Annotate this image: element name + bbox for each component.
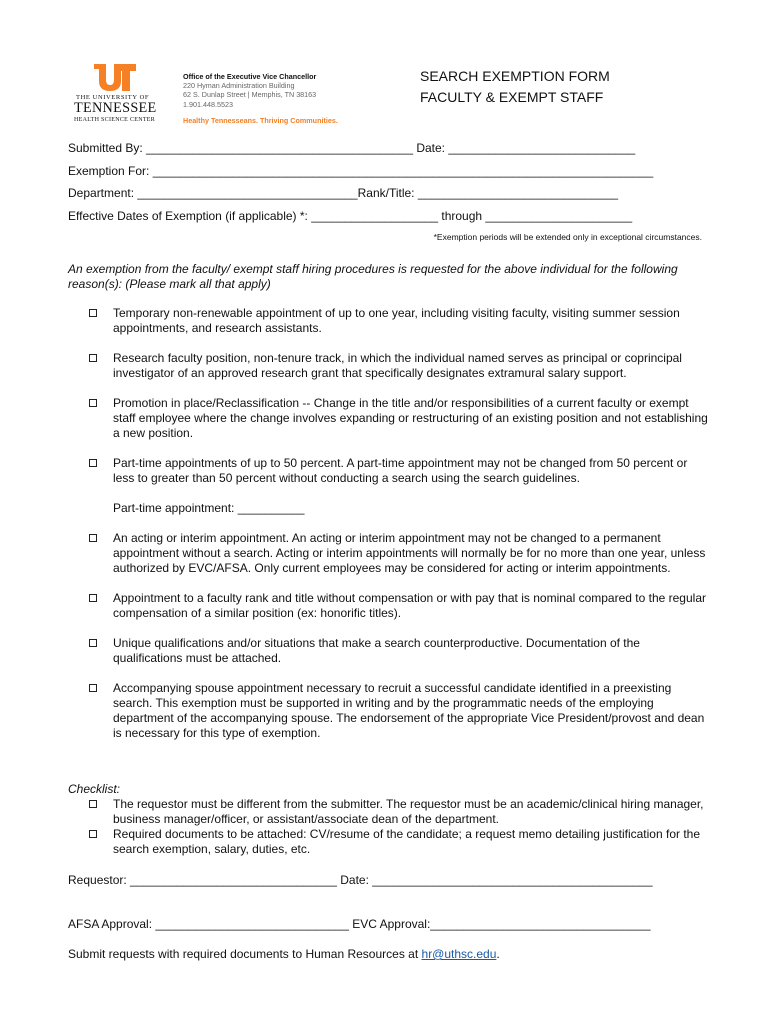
requestor-date-field[interactable]: Requestor: _______________________________ Date: __________________________________________ — [68, 873, 653, 887]
reason-item — [68, 306, 708, 336]
reason-item — [68, 591, 708, 621]
checkbox[interactable] — [89, 354, 97, 362]
department-rank-field[interactable]: Department: _________________________________Rank/Title: ______________________________ — [68, 186, 619, 200]
office-address-1: 220 Hyman Administration Building — [183, 81, 295, 91]
reason-item — [68, 681, 708, 741]
office-phone: 1.901.448.5523 — [183, 99, 233, 109]
office-name: Office of the Executive Vice Chancellor — [183, 72, 317, 81]
submit-text: Submit requests with required documents to Human Resources at — [68, 947, 422, 961]
reason-text: Promotion in place/Reclassification -- Change in the title and/or responsibilities of a current faculty or exempt staff employee where the change involves expanding or restructuring of an existing position and not establishing a new position. — [113, 396, 708, 440]
form-fields — [68, 141, 708, 231]
office-info — [183, 72, 338, 125]
reason-text: Accompanying spouse appointment necessary to recruit a successful candidate identified in a preexisting search. This exemption must be supported in writing and by the programmatic needs of the employing department of the accompanying spouse. The endorsement of the appropriate Vice President/provost and dean is necessary for this type of exemption. — [113, 681, 705, 740]
reason-item — [68, 531, 708, 576]
reason-text: Unique qualifications and/or situations that make a search counterproductive. Documentation of the qualifications must be attached. — [113, 636, 640, 665]
checklist-text: Required documents to be attached: CV/resume of the candidate; a request memo detailing justification for the search exemption, salary, duties, etc. — [113, 827, 701, 856]
checkbox[interactable] — [89, 534, 97, 542]
checkbox[interactable] — [89, 399, 97, 407]
checkbox[interactable] — [89, 459, 97, 467]
office-tagline: Healthy Tennesseans. Thriving Communities. — [183, 115, 338, 125]
office-address-2: 62 S. Dunlap Street | Memphis, TN 38163 — [183, 90, 317, 100]
reason-text: Temporary non-renewable appointment of up to one year, including visiting faculty, visiting summer session appointments, and research assistants. — [113, 306, 680, 335]
checklist-heading: Checklist: — [68, 782, 121, 796]
checkbox[interactable] — [89, 800, 97, 808]
university-the: THE UNIVERSITY OF — [76, 94, 150, 101]
approval-fields[interactable]: AFSA Approval: _____________________________ EVC Approval:_________________________________ — [68, 917, 651, 931]
parttime-field[interactable]: Part-time appointment: __________ — [113, 501, 305, 515]
reason-text: Part-time appointments of up to 50 percent. A part-time appointment may not be changed from 50 percent or less to greater than 50 percent without conducting a search using the search guidelines. — [113, 456, 688, 485]
checklist-item — [68, 827, 708, 857]
ut-logo-icon — [92, 62, 138, 92]
checkbox[interactable] — [89, 639, 97, 647]
university-logo — [70, 62, 162, 126]
exemption-note: *Exemption periods will be extended only in exceptional circumstances. — [433, 232, 702, 242]
effective-dates-field[interactable]: Effective Dates of Exemption (if applicable) *: ___________________ through ______________________ — [68, 208, 633, 223]
checkbox[interactable] — [89, 684, 97, 692]
reason-text: An acting or interim appointment. An acting or interim appointment may not be changed to a permanent appointment without a search. Acting or interim appointments will normally be for no more than one year, unless authorized by EVC/AFSA. Only current employees may be considered for acting or interim appointments. — [113, 531, 706, 575]
reason-text: Research faculty position, non-tenure track, in which the individual named serves as principal or coprincipal investigator of an approved research grant that specifically designates extramural salary support. — [113, 351, 682, 380]
checklist-item — [68, 797, 708, 827]
submitted-by-date-field[interactable]: Submitted By: ________________________________________ Date: ____________________________ — [68, 141, 636, 155]
form-title-line-1: SEARCH EXEMPTION FORM — [420, 68, 610, 84]
form-title-line-2: FACULTY & EXEMPT STAFF — [420, 89, 604, 105]
checklist — [68, 782, 708, 857]
university-name: TENNESSEE — [74, 100, 157, 116]
exemption-for-field[interactable]: Exemption For: ___________________________________________________________________________ — [68, 163, 654, 178]
checklist-text: The requestor must be different from the submitter. The requestor must be an academic/clinical hiring manager, business manager/officer, or assistant/associate dean of the department. — [113, 797, 704, 826]
reason-item — [68, 636, 708, 666]
parttime-item — [68, 501, 708, 516]
reason-item — [68, 456, 708, 486]
reason-text: Appointment to a faculty rank and title without compensation or with pay that is nominal compared to the regular compensation of a similar position (ex: honorific titles). — [113, 591, 706, 620]
university-subtitle: HEALTH SCIENCE CENTER — [74, 117, 156, 123]
reasons-list — [68, 306, 708, 741]
reason-item — [68, 396, 708, 441]
submit-instructions — [68, 947, 500, 961]
submit-end: . — [496, 947, 500, 961]
intro-text: An exemption from the faculty/ exempt staff hiring procedures is requested for the above individual for the following reason(s): (Please mark all that apply) — [68, 262, 678, 291]
checkbox[interactable] — [89, 830, 97, 838]
form-title — [420, 66, 610, 108]
checkbox[interactable] — [89, 309, 97, 317]
hr-email-link[interactable]: hr@uthsc.edu — [421, 947, 497, 961]
checkbox[interactable] — [89, 594, 97, 602]
reason-item — [68, 351, 708, 381]
